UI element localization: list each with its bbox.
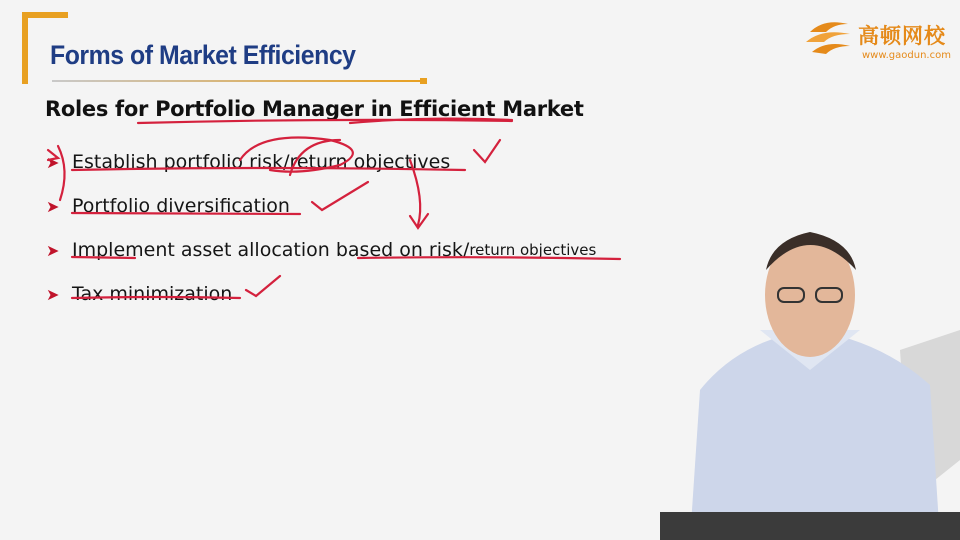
bullet-item bbox=[46, 272, 596, 316]
logo-chinese-name: 高顿网校 bbox=[858, 24, 946, 48]
bullet-list bbox=[46, 140, 596, 316]
arrowhead-bullet-icon: ➤ bbox=[46, 240, 60, 260]
slide-heading: Roles for Portfolio Manager in Efficient Market bbox=[45, 97, 584, 121]
bullet-text: Tax minimization bbox=[72, 283, 233, 305]
arrowhead-bullet-icon: ➤ bbox=[46, 196, 60, 216]
arrowhead-bullet-icon: ➤ bbox=[46, 284, 60, 304]
title-underline-end bbox=[420, 78, 427, 84]
bullet-item bbox=[46, 140, 596, 184]
bullet-text: Implement asset allocation based on risk/ bbox=[72, 239, 470, 261]
bullet-item bbox=[46, 228, 596, 272]
bullet-text: Portfolio diversification bbox=[72, 195, 290, 217]
presenter-video-overlay bbox=[660, 200, 960, 540]
slide-title: Forms of Market Efficiency bbox=[50, 40, 356, 70]
gaodun-logo-icon bbox=[804, 14, 856, 62]
bullet-text-small: return objectives bbox=[469, 241, 597, 259]
brand-logo bbox=[804, 14, 954, 66]
bullet-item bbox=[46, 184, 596, 228]
arrowhead-bullet-icon: ➤ bbox=[46, 152, 60, 172]
logo-url: www.gaodun.com bbox=[862, 50, 951, 61]
bullet-text: Establish portfolio risk/return objectives bbox=[72, 151, 451, 173]
title-underline bbox=[52, 80, 424, 82]
